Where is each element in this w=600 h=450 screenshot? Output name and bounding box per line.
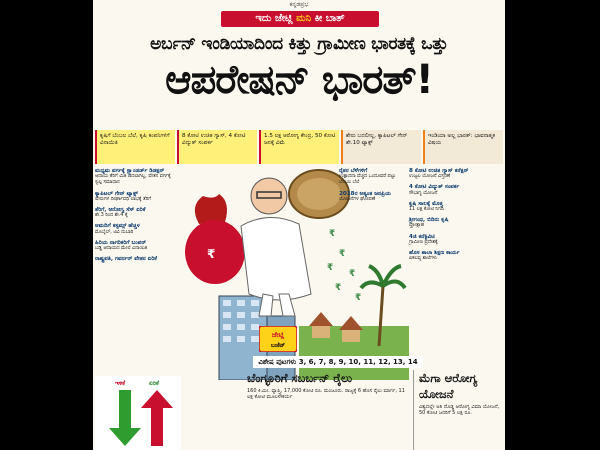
svg-text:₹: ₹	[327, 263, 334, 273]
highlight-boxes	[95, 130, 503, 164]
highlight-box: ಕೃಷಿಗೆ ಬೆಂಬಲ ಬೆಲೆ, ಕೃಷಿ ಕಂಪನಿಗಳಿಗೆ ವಿನಾಯಿತಿ	[95, 130, 175, 164]
middle-column	[339, 168, 407, 288]
right-column	[409, 168, 503, 358]
story-body: 160 ಕಿ.ಮೀ. ವ್ಯಾಪ್ತಿ, 17,000 ಕೋಟಿ ರೂ. ಮಂಜೂರು. ರಾಜ್ಯಕ್ಕೆ 6 ಹೊಸ ರೈಲು ಮಾರ್ಗ, 11 ಲಕ್ಷ ಕೋಟಿ ಮೂಲಸೌಕರ್ಯ	[247, 388, 405, 401]
news-body: ಷೇರುಗಳ ದೀರ್ಘಾವಧಿ ಲಾಭಕ್ಕೆ ತೆರಿಗೆ	[95, 196, 152, 202]
news-head: 4 ಕೋಟಿ ವಿದ್ಯುತ್ ಸಂಪರ್ಕ	[409, 184, 460, 191]
budget-badge-icon	[259, 326, 297, 352]
news-head: ಹೊಸ ಶಾಲಾ ಶಿಕ್ಷಣ ಕಾರ್ಯ	[409, 250, 460, 257]
news-body: ಉಜ್ವಲ ಯೋಜನೆ ವಿಸ್ತರಣೆ	[409, 174, 451, 180]
highlight-box: 8 ಕೋಟಿ ಉಚಿತ ಗ್ಯಾಸ್, 4 ಕೋಟಿ ವಿದ್ಯುತ್ ಸಂಪರ್ಕ	[177, 130, 257, 164]
news-body: ಸೌಭಾಗ್ಯ ಯೋಜನೆ	[409, 190, 438, 196]
badge-line2: ಬಜೆಟ್	[270, 342, 286, 349]
highlight-box: ಶೇರು ಬದಲೀಲ್ಲ, ಕ್ಯಾಪಿಟಲ್ ಗೇನ್ ಶೇ.10 ಟ್ಯಾಕ್ಸ್	[341, 130, 421, 164]
news-body: ಪ್ರೋತ್ಸಾಹ	[409, 223, 424, 229]
news-head: ಕೃಷಿ ಸಾಲಕ್ಕೆ ಮೊತ್ತ	[409, 200, 443, 207]
svg-text:₹: ₹	[329, 229, 336, 239]
special-pages-bar: ವಿಶೇಷ ಪುಟಗಳು 3, 6, 7, 8, 9, 10, 11, 12, 13, 14	[253, 356, 423, 368]
left-column	[95, 168, 179, 368]
svg-text:₹: ₹	[335, 283, 342, 293]
svg-text:₹: ₹	[349, 269, 356, 279]
news-body: ಯೋಜನೆಗಳ ಘೋಷಣೆ	[339, 196, 376, 202]
news-item	[95, 256, 179, 262]
story-title: ಬೆಂಗ್ಳೂರಿಗೆ ಸಬರ್ಬನ್ ರೈಲು	[247, 371, 353, 385]
story-body: ವಿಶ್ವದಲ್ಲೇ ಅತಿ ದೊಡ್ಡ ಆರೋಗ್ಯ ವಿಮಾ ಯೋಜನೆ, 50 ಕೋಟಿ ಜನರಿಗೆ 5 ಲಕ್ಷ ರೂ.	[419, 404, 500, 417]
bottom-section	[93, 370, 505, 450]
tagline-banner	[221, 11, 379, 27]
news-head: 2018ರ ಅತ್ಯಂತ ಜನಪ್ರಿಯ	[339, 190, 391, 197]
tagline-highlight: ಮನಿ	[296, 13, 312, 24]
down-label: ಇಳಿಕೆ	[115, 380, 126, 387]
svg-text:₹: ₹	[355, 293, 362, 303]
headline-main: ಆಪರೇಷನ್ ಭಾರತ್!	[165, 57, 433, 103]
news-head: ಮಧ್ಯಮ ವರ್ಗಕ್ಕೆ ಸ್ಟ್ಯಾಂಡರ್ಡ್ ಡಿಡಕ್ಷನ್	[95, 168, 165, 174]
tagline-part1: ಇದು ಜೇಟ್ಲಿ	[255, 13, 297, 24]
news-body: ಮೊಬೈಲ್, ಟಿವಿ ದುಬಾರಿ	[95, 229, 134, 235]
news-item	[95, 207, 179, 219]
news-head: ಹಿರಿಯ ನಾಗರಿಕರಿಗೆ ಬಂಪರ್	[95, 239, 147, 246]
story-title: ಮೆಗಾ ಆರೋಗ್ಯ ಯೋಜನೆ	[419, 371, 478, 401]
tagline-part3: ಕೀ ಬಾತ್	[311, 13, 345, 24]
news-item	[95, 240, 179, 252]
svg-text:₹: ₹	[339, 249, 346, 259]
news-item	[339, 191, 407, 203]
news-head: ರೈತರ ಬೆಳೆಗಳಿಗೆ	[339, 168, 368, 174]
news-body: 11 ಲಕ್ಷ ಕೋಟಿ ನಿಗದಿ	[409, 207, 444, 213]
news-item	[409, 217, 503, 229]
news-head: ಕ್ಯಾಪಿಟಲ್ ಗೇನ್ ಟ್ಯಾಕ್ಸ್	[95, 190, 138, 197]
story-health-scheme	[415, 370, 505, 450]
up-down-arrows	[95, 376, 181, 450]
masthead: ಕನ್ನಡಪ್ರಭ	[289, 1, 309, 8]
news-item	[95, 223, 179, 235]
news-item	[409, 168, 503, 180]
news-body: ಏಕಲವ್ಯ ಶಾಲೆಗಳು	[409, 256, 437, 262]
news-body: ಶೇ.3 ರಿಂದ ಶೇ.4 ಕ್ಕೆ	[95, 213, 128, 219]
news-item	[409, 201, 503, 213]
news-body: ಆದಾಯ ತೆರಿಗೆ ಮಿತಿ ಬದಲಾಗಿಲ್ಲ, ವೇತನ ವರ್ಗಕ್ಕೆ ಸ್ವಲ್ಪ ಸಮಾಧಾನ	[95, 174, 171, 186]
up-label: ಏರಿಕೆ	[149, 380, 159, 387]
news-head: 8 ಕೋಟಿ ಉಚಿತ ಗ್ಯಾಸ್ ಕನೆಕ್ಷನ್	[409, 168, 469, 174]
news-item	[409, 184, 503, 196]
news-item	[409, 234, 503, 246]
svg-text:₹: ₹	[207, 247, 216, 261]
news-item	[409, 250, 503, 262]
highlight-box: 1.5 ಲಕ್ಷ ಆರೋಗ್ಯ ಕೇಂದ್ರ, 50 ಕೋಟಿ ಜನಕ್ಕೆ ವಿಮೆ	[259, 130, 339, 164]
news-head: 4ಜಿ ಕನೆಕ್ಟಿವಿಟಿ	[409, 233, 435, 240]
headline-kicker: ಅರ್ಬನ್ ಇಂಡಿಯಾದಿಂದ ಕಿತ್ತು ಗ್ರಾಮೀಣ ಭಾರತಕ್ಕೆ ಒತ್ತು	[150, 34, 448, 54]
news-head: ತೆರಿಗೆ, ಆರೋಗ್ಯ ಸೆಸ್ ಏರಿಕೆ	[95, 207, 146, 214]
news-item	[95, 191, 179, 203]
news-body: ಬಡ್ಡಿ ಆದಾಯದ ಮೇಲೆ ವಿನಾಯಿತಿ	[95, 246, 148, 252]
badge-line1: ಜೇಟ್ಲಿ	[271, 331, 285, 339]
news-body: ಉತ್ಪಾದನಾ ವೆಚ್ಚದ ಒಂದೂವರೆ ಪಟ್ಟು ಬೆಂಬಲ ಬೆಲೆ	[339, 174, 396, 186]
highlight-box: ಇಂಡಿಯಾ ಅಲ್ಲ ಭಾರತ್: ಭಾವನಾತ್ಮಕ ವಿಷಯ	[423, 130, 503, 164]
news-head: ರಾಷ್ಟ್ರಪತಿ, ಗವರ್ನರ್ ವೇತನ ಏರಿಕೆ	[95, 256, 158, 263]
story-suburban-rail	[243, 370, 414, 450]
news-item	[339, 168, 407, 187]
news-item	[95, 168, 179, 187]
news-body: ಗ್ರಾಮೀಣ ಪ್ರದೇಶಕ್ಕೆ	[409, 239, 438, 245]
newspaper-page	[93, 0, 505, 450]
news-head: ಆಮದಿಗೆ ಕಸ್ಟಮ್ಸ್ ಹೆಚ್ಚಳ	[95, 223, 140, 230]
news-head: ಶ್ರೀಗಂಧ, ಬಿದಿರು ಕೃಷಿ	[409, 217, 449, 224]
